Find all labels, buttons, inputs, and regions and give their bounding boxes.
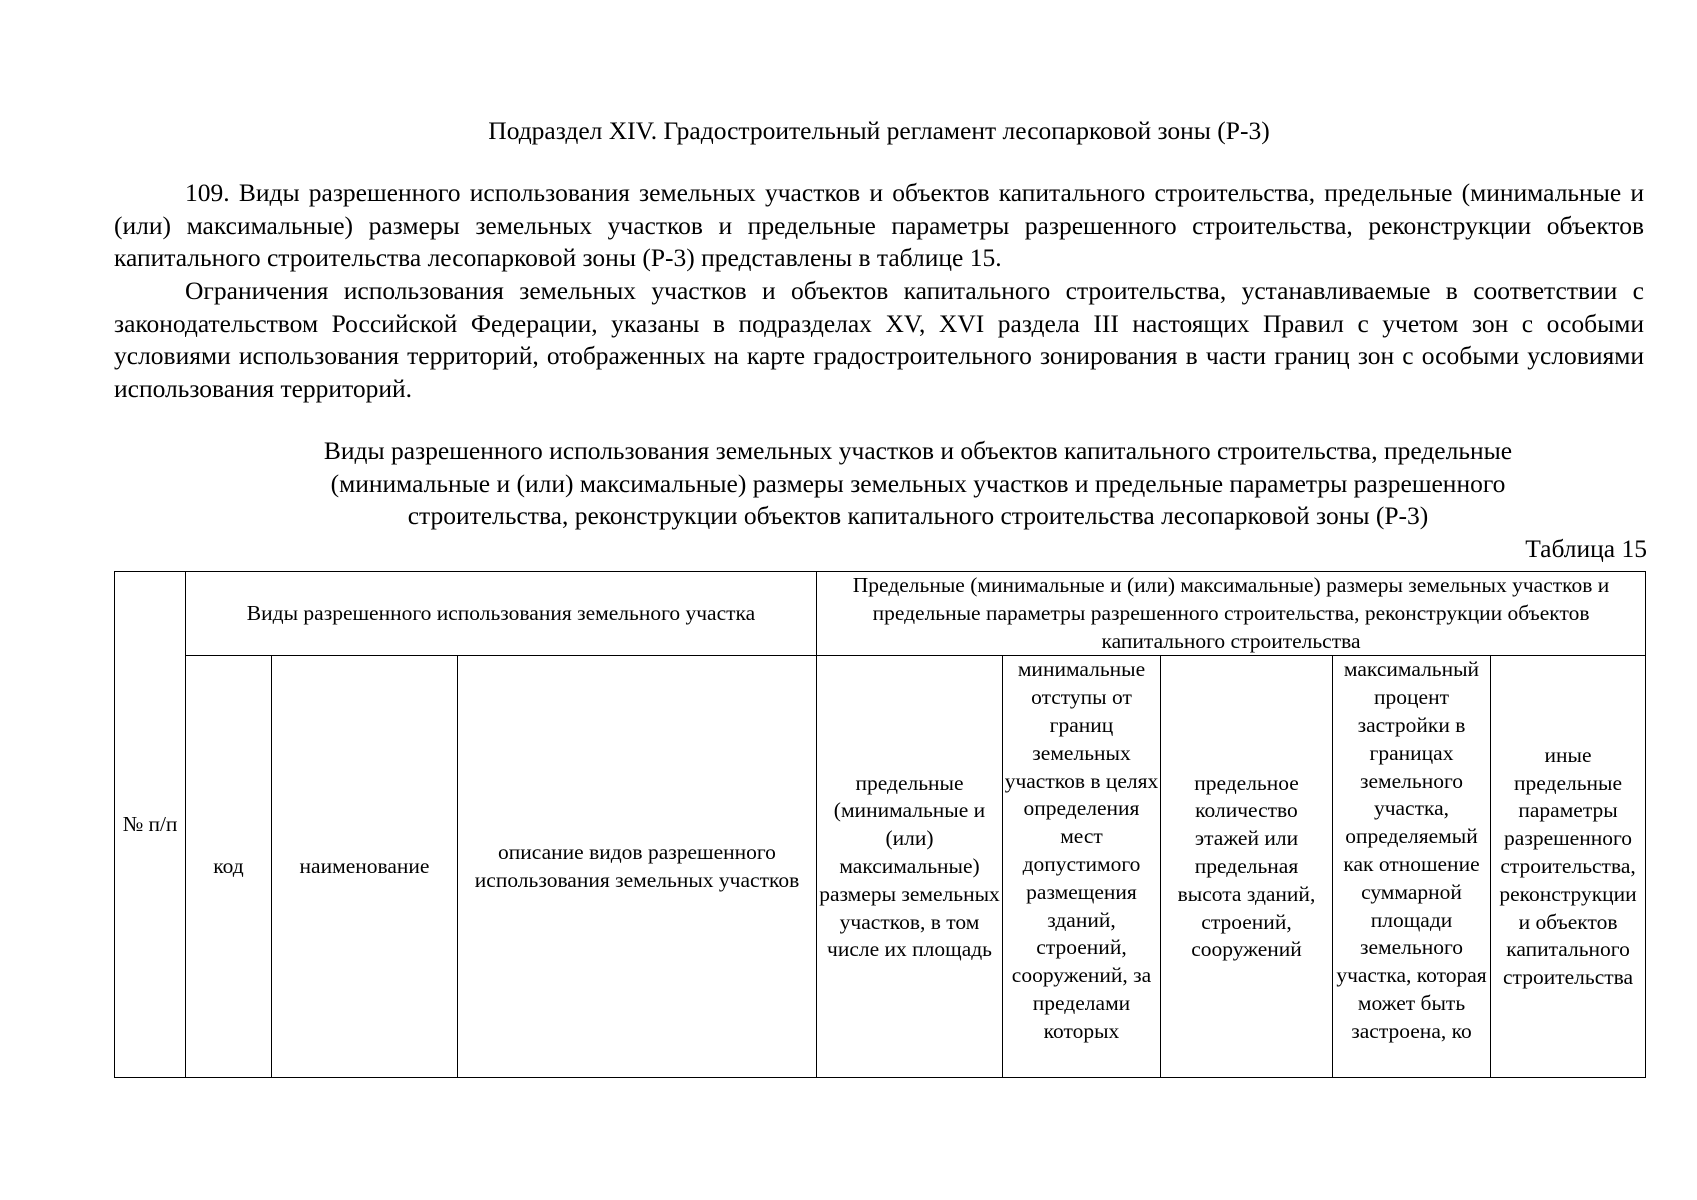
paragraph-109: 109. Виды разрешенного использования земельных участков и объектов капитального строительства, предельные (минимальные и (или) максимальные) размеры земельных участков и предельные параметры разрешенного строительства, реконструкции объектов капитального строительства лесопарковой зоны (Р-3) представлены в таблице 15. (114, 178, 1644, 272)
paragraph-restrictions: Ограничения использования земельных участков и объектов капитального строительства, устанавливаемые в соответствии с законодательством Российской Федерации, указаны в подразделах XV, XVI раздела III настоящих Правил с учетом зон с особыми условиями использования территорий, отображенных на карте градостроительного зонирования в части границ зон с особыми условиями использования территорий. (114, 276, 1644, 403)
regulations-table (114, 571, 1646, 1078)
table-caption-line: Виды разрешенного использования земельных участков и объектов капитального строительства, предельные (323, 436, 1513, 465)
table-caption (200, 435, 1636, 533)
header-description: описание видов разрешенного использования земельных участков (458, 656, 817, 1078)
header-name: наименование (272, 656, 458, 1078)
table-header-row-group (115, 572, 1646, 656)
table-number: Таблица 15 (1525, 534, 1647, 563)
table-caption-line: строительства, реконструкции объектов капитального строительства лесопарковой зоны (Р-3) (407, 501, 1429, 530)
header-setbacks: минимальные отступы от границ земельных участков в целях определения мест допустимого размещения зданий, строений, сооружений, за пределами которых (1003, 656, 1161, 1078)
subsection-title: Подраздел XIV. Градостроительный регламент лесопарковой зоны (Р-3) (488, 116, 1270, 145)
table-caption-line: (минимальные и (или) максимальные) размеры земельных участков и предельные параметры разрешенного (330, 468, 1506, 498)
header-other-params: иные предельные параметры разрешенного строительства, реконструкции и объектов капитального строительства (1491, 656, 1646, 1078)
header-group-permitted-use: Виды разрешенного использования земельного участка (186, 572, 817, 656)
header-plot-size: предельные (минимальные и (или) максимальные) размеры земельных участков, в том числе их площадь (817, 656, 1003, 1078)
header-group-limits: Предельные (минимальные и (или) максимальные) размеры земельных участков и предельные параметры разрешенного строительства, реконструкции объектов капитального строительства (817, 572, 1646, 656)
header-floors: предельное количество этажей или предельная высота зданий, строений, сооружений (1161, 656, 1333, 1078)
table-header-row-columns (115, 656, 1646, 1078)
header-coverage: максимальный процент застройки в границах земельного участка, определяемый как отношение суммарной площади земельного участка, которая может быть застроена, ко (1333, 656, 1491, 1078)
header-code: код (186, 656, 272, 1078)
header-row-number: № п/п (115, 572, 186, 1078)
